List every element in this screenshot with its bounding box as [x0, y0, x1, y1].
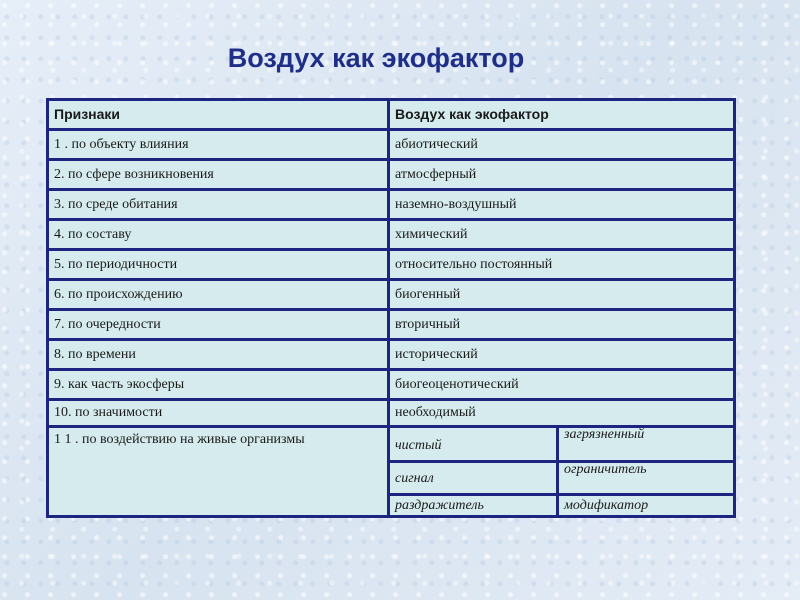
table-row-value: биогеоценотический: [390, 371, 733, 398]
page-title-text: Воздух как экофактор: [227, 43, 525, 73]
table-row-value: необходимый: [390, 401, 733, 425]
effect-value: загрязненный: [559, 428, 733, 460]
table-row-label: 9. как часть экосферы: [49, 371, 387, 398]
table-row-value: атмосферный: [390, 161, 733, 188]
effect-value: модификатор: [559, 496, 733, 515]
table-row-value: химический: [390, 221, 733, 248]
header-cell-signs: Признаки: [49, 101, 387, 128]
table-row-label: 1 . по объекту влияния: [49, 131, 387, 158]
table-row-label-effects: 1 1 . по воздействию на живые организмы: [49, 428, 387, 515]
table-row-label: 7. по очередности: [49, 311, 387, 338]
effect-value: чистый: [390, 428, 556, 460]
table-row-label: 8. по времени: [49, 341, 387, 368]
effect-value: ограничитель: [559, 463, 733, 493]
header-cell-air: Воздух как экофактор: [390, 101, 733, 128]
effect-value: раздражитель: [390, 496, 556, 515]
ecofactor-table: [46, 98, 736, 518]
table-row-value: вторичный: [390, 311, 733, 338]
page-title: [0, 38, 800, 78]
table-row-label: 2. по сфере возникновения: [49, 161, 387, 188]
table-row-label: 6. по происхождению: [49, 281, 387, 308]
table-row-value: наземно-воздушный: [390, 191, 733, 218]
effect-value: сигнал: [390, 463, 556, 493]
table-row-value: абиотический: [390, 131, 733, 158]
table-row-label: 10. по значимости: [49, 401, 387, 425]
table-row-value: исторический: [390, 341, 733, 368]
table-row-label: 4. по составу: [49, 221, 387, 248]
table-row-label: 3. по среде обитания: [49, 191, 387, 218]
table-row-value: относительно постоянный: [390, 251, 733, 278]
table-row-value: биогенный: [390, 281, 733, 308]
table-row-label: 5. по периодичности: [49, 251, 387, 278]
